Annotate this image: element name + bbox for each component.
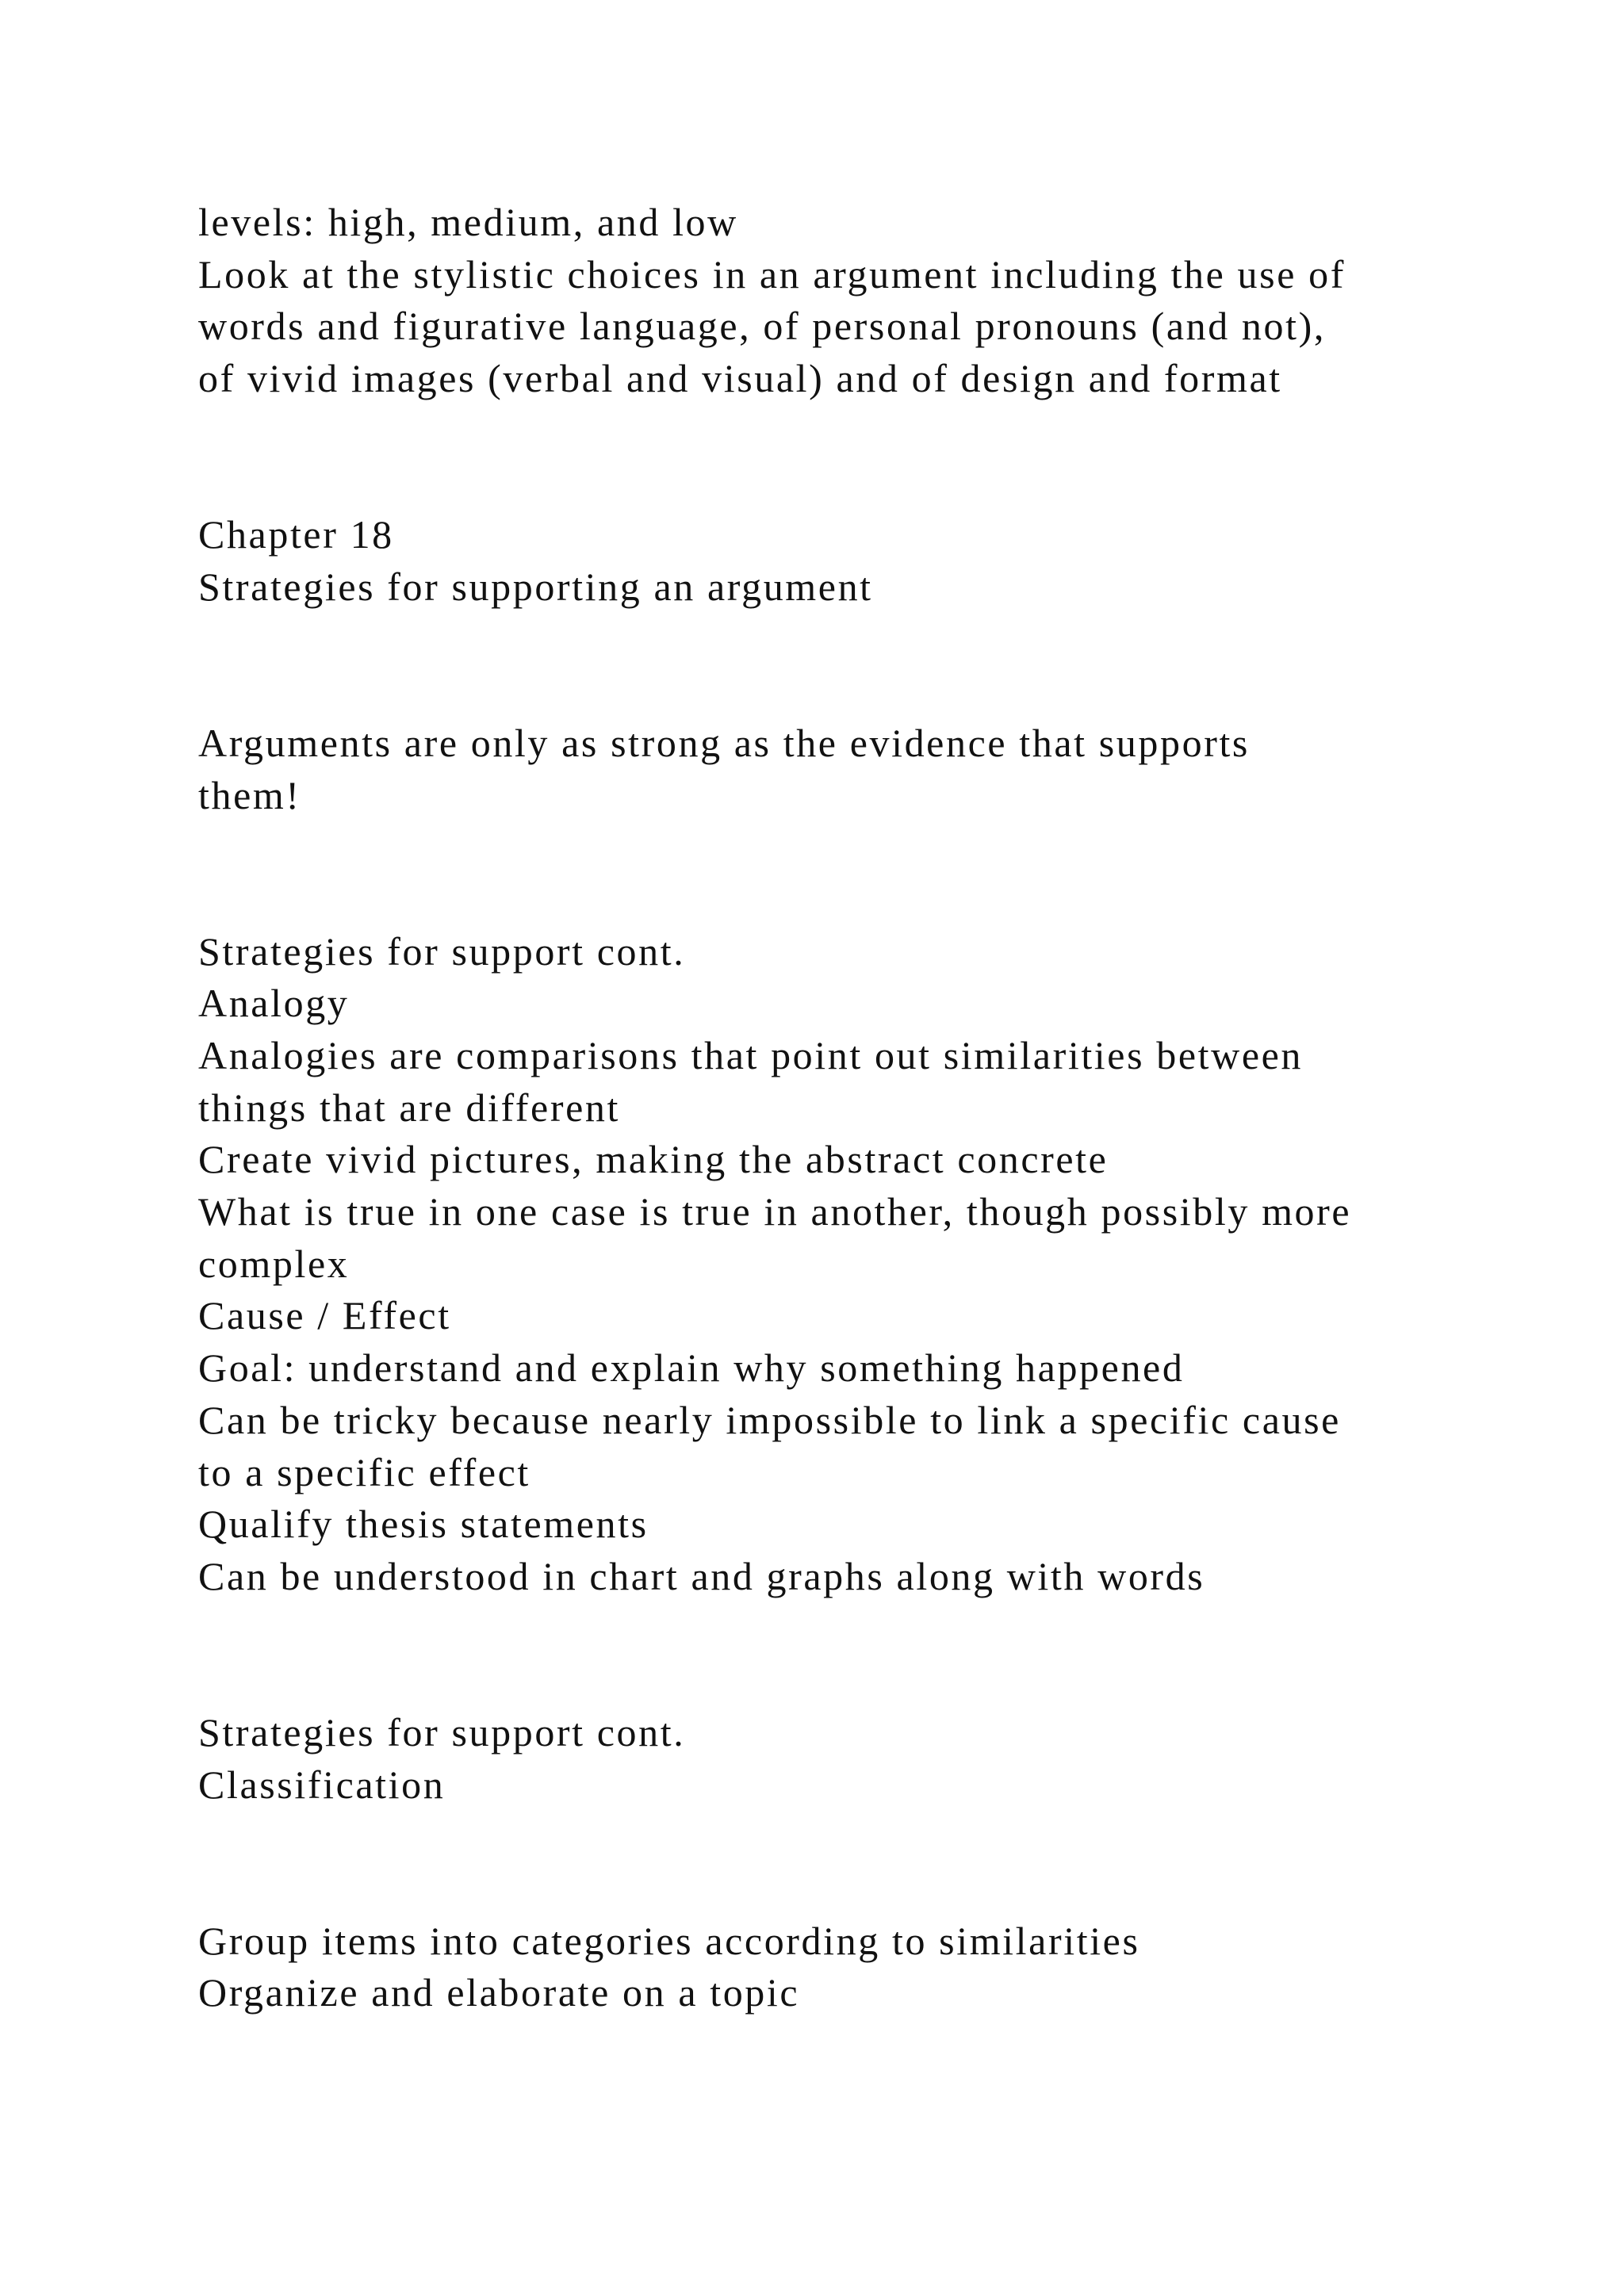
paragraph-spacer xyxy=(198,1603,1499,1707)
paragraph-spacer xyxy=(198,614,1499,718)
paragraph-spacer xyxy=(198,1811,1499,1915)
paragraph-classification-body xyxy=(198,1915,1499,2019)
text-line: to a specific effect xyxy=(198,1449,530,1494)
text-line: What is true in one case is true in another, though possibly more xyxy=(198,1189,1352,1234)
text-line: complex xyxy=(198,1241,350,1286)
text-line: them! xyxy=(198,772,301,817)
text-line: levels: high, medium, and low xyxy=(198,200,738,244)
chapter-subtitle: Strategies for supporting an argument xyxy=(198,564,873,609)
subheading-cause-effect: Cause / Effect xyxy=(198,1293,451,1338)
text-line: words and figurative language, of personal pronouns (and not), xyxy=(198,304,1326,349)
subheading-classification: Classification xyxy=(198,1762,446,1807)
paragraph-chapter-heading xyxy=(198,509,1499,613)
paragraph-stylistic-choices xyxy=(198,197,1499,405)
text-line: Organize and elaborate on a topic xyxy=(198,1970,800,2015)
text-line: Look at the stylistic choices in an argument including the use of xyxy=(198,251,1346,297)
text-line: Create vivid pictures, making the abstract concrete xyxy=(198,1137,1109,1182)
paragraph-spacer xyxy=(198,821,1499,925)
text-line: things that are different xyxy=(198,1085,620,1130)
paragraph-spacer xyxy=(198,405,1499,509)
paragraph-evidence xyxy=(198,718,1499,821)
section-heading: Strategies for support cont. xyxy=(198,1710,686,1755)
text-line: Qualify thesis statements xyxy=(198,1502,649,1547)
text-line: Arguments are only as strong as the evidence that supports xyxy=(198,720,1250,765)
text-line: Can be tricky because nearly impossible to link a specific cause xyxy=(198,1397,1341,1442)
section-heading: Strategies for support cont. xyxy=(198,928,686,974)
text-line: Analogies are comparisons that point out similarities between xyxy=(198,1033,1304,1078)
paragraph-analogy-cause-effect xyxy=(198,926,1499,1603)
subheading-analogy: Analogy xyxy=(198,981,350,1026)
document-body xyxy=(198,197,1499,2019)
text-line: of vivid images (verbal and visual) and of design and format xyxy=(198,356,1282,401)
paragraph-classification-heading xyxy=(198,1707,1499,1811)
text-line: Can be understood in chart and graphs along with words xyxy=(198,1553,1205,1598)
text-line: Goal: understand and explain why something happened xyxy=(198,1345,1185,1391)
text-line: Group items into categories according to similarities xyxy=(198,1918,1140,1963)
chapter-title: Chapter 18 xyxy=(198,512,394,557)
